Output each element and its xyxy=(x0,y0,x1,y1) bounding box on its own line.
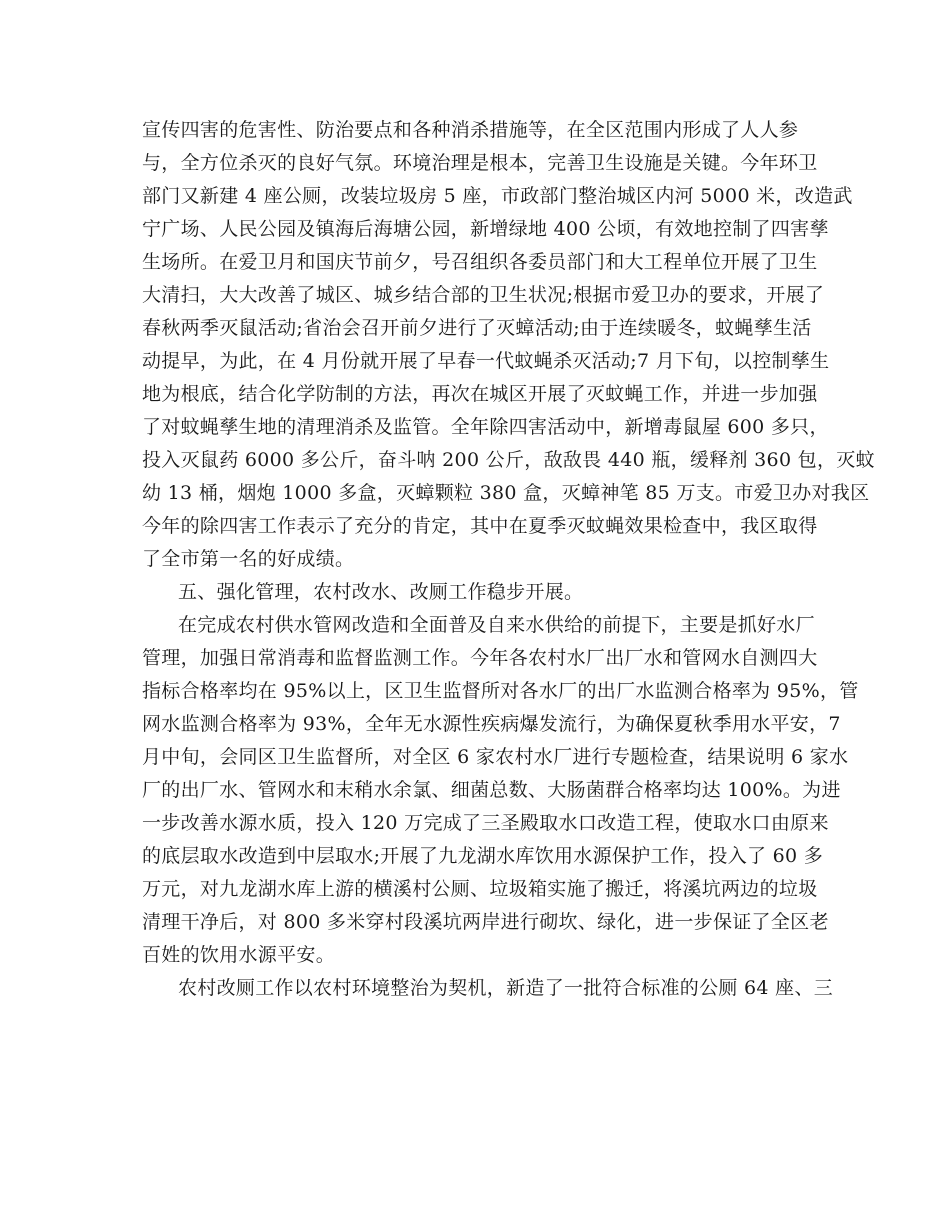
text-line: 清理干净后，对 800 多米穿村段溪坑两岸进行砌坎、绿化，进一步保证了全区老 xyxy=(142,911,829,933)
text-line: 生场所。在爱卫月和国庆节前夕，号召组织各委员部门和大工程单位开展了卫生 xyxy=(142,251,818,273)
text-line: 幼 13 桶，烟炮 1000 多盒，灭蟑颗粒 380 盒，灭蟑神笔 85 万支。市爱卫办对我区 xyxy=(142,482,870,504)
text-line: 了对蚊蝇孳生地的清理消杀及监管。全年除四害活动中，新增毒鼠屋 600 多只， xyxy=(142,416,829,438)
section-heading: 五、强化管理，农村改水、改厕工作稳步开展。 xyxy=(178,581,584,603)
text-line: 投入灭鼠药 6000 多公斤，奋斗呐 200 公斤，敌敌畏 440 瓶，缓释剂 360 包，灭蚊 xyxy=(142,449,875,471)
text-line: 农村改厕工作以农村环境整治为契机，新造了一批符合标准的公厕 64 座、三 xyxy=(178,977,834,999)
text-line: 地为根底，结合化学防制的方法，再次在城区开展了灭蚊蝇工作，并进一步加强 xyxy=(142,383,818,405)
text-line: 百姓的饮用水源平安。 xyxy=(142,944,336,966)
text-line: 宣传四害的危害性、防治要点和各种消杀措施等，在全区范围内形成了人人参 xyxy=(142,119,799,141)
text-line: 大清扫，大大改善了城区、城乡结合部的卫生状况;根据市爱卫办的要求，开展了 xyxy=(142,284,825,306)
text-line: 的底层取水改造到中层取水;开展了九龙湖水库饮用水源保护工作，投入了 60 多 xyxy=(142,845,824,867)
text-line: 厂的出厂水、管网水和末稍水余氯、细菌总数、大肠菌群合格率均达 100%。为进 xyxy=(142,779,841,801)
text-line: 在完成农村供水管网改造和全面普及自来水供给的前提下，主要是抓好水厂 xyxy=(178,614,815,636)
text-line: 网水监测合格率为 93%，全年无水源性疾病爆发流行，为确保夏秋季用水平安，7 xyxy=(142,713,841,735)
text-line: 指标合格率均在 95%以上，区卫生监督所对各水厂的出厂水监测合格率为 95%，管 xyxy=(142,680,859,702)
text-line: 一步改善水源水质，投入 120 万完成了三圣殿取水口改造工程，使取水口由原来 xyxy=(142,812,829,834)
text-line: 了全市第一名的好成绩。 xyxy=(142,548,355,570)
text-line: 春秋两季灭鼠活动;省治会召开前夕进行了灭蟑活动;由于连续暖冬，蚊蝇孳生活 xyxy=(142,317,812,339)
text-line: 与，全方位杀灭的良好气氛。环境治理是根本，完善卫生设施是关键。今年环卫 xyxy=(142,152,818,174)
text-line: 月中旬，会同区卫生监督所，对全区 6 家农村水厂进行专题检查，结果说明 6 家水 xyxy=(142,746,849,768)
text-line: 宁广场、人民公园及镇海后海塘公园，新增绿地 400 公顷，有效地控制了四害孳 xyxy=(142,218,829,240)
text-line: 动提早，为此，在 4 月份就开展了早春一代蚊蝇杀灭活动;7 月下旬，以控制孳生 xyxy=(142,350,830,372)
text-line: 今年的除四害工作表示了充分的肯定，其中在夏季灭蚊蝇效果检查中，我区取得 xyxy=(142,515,818,537)
text-line: 管理，加强日常消毒和监督监测工作。今年各农村水厂出厂水和管网水自测四大 xyxy=(142,647,818,669)
text-line: 万元，对九龙湖水库上游的横溪村公厕、垃圾箱实施了搬迁，将溪坑两边的垃圾 xyxy=(142,878,818,900)
text-line: 部门又新建 4 座公厕，改装垃圾房 5 座，市政部门整治城区内河 5000 米，改造武 xyxy=(142,185,853,207)
